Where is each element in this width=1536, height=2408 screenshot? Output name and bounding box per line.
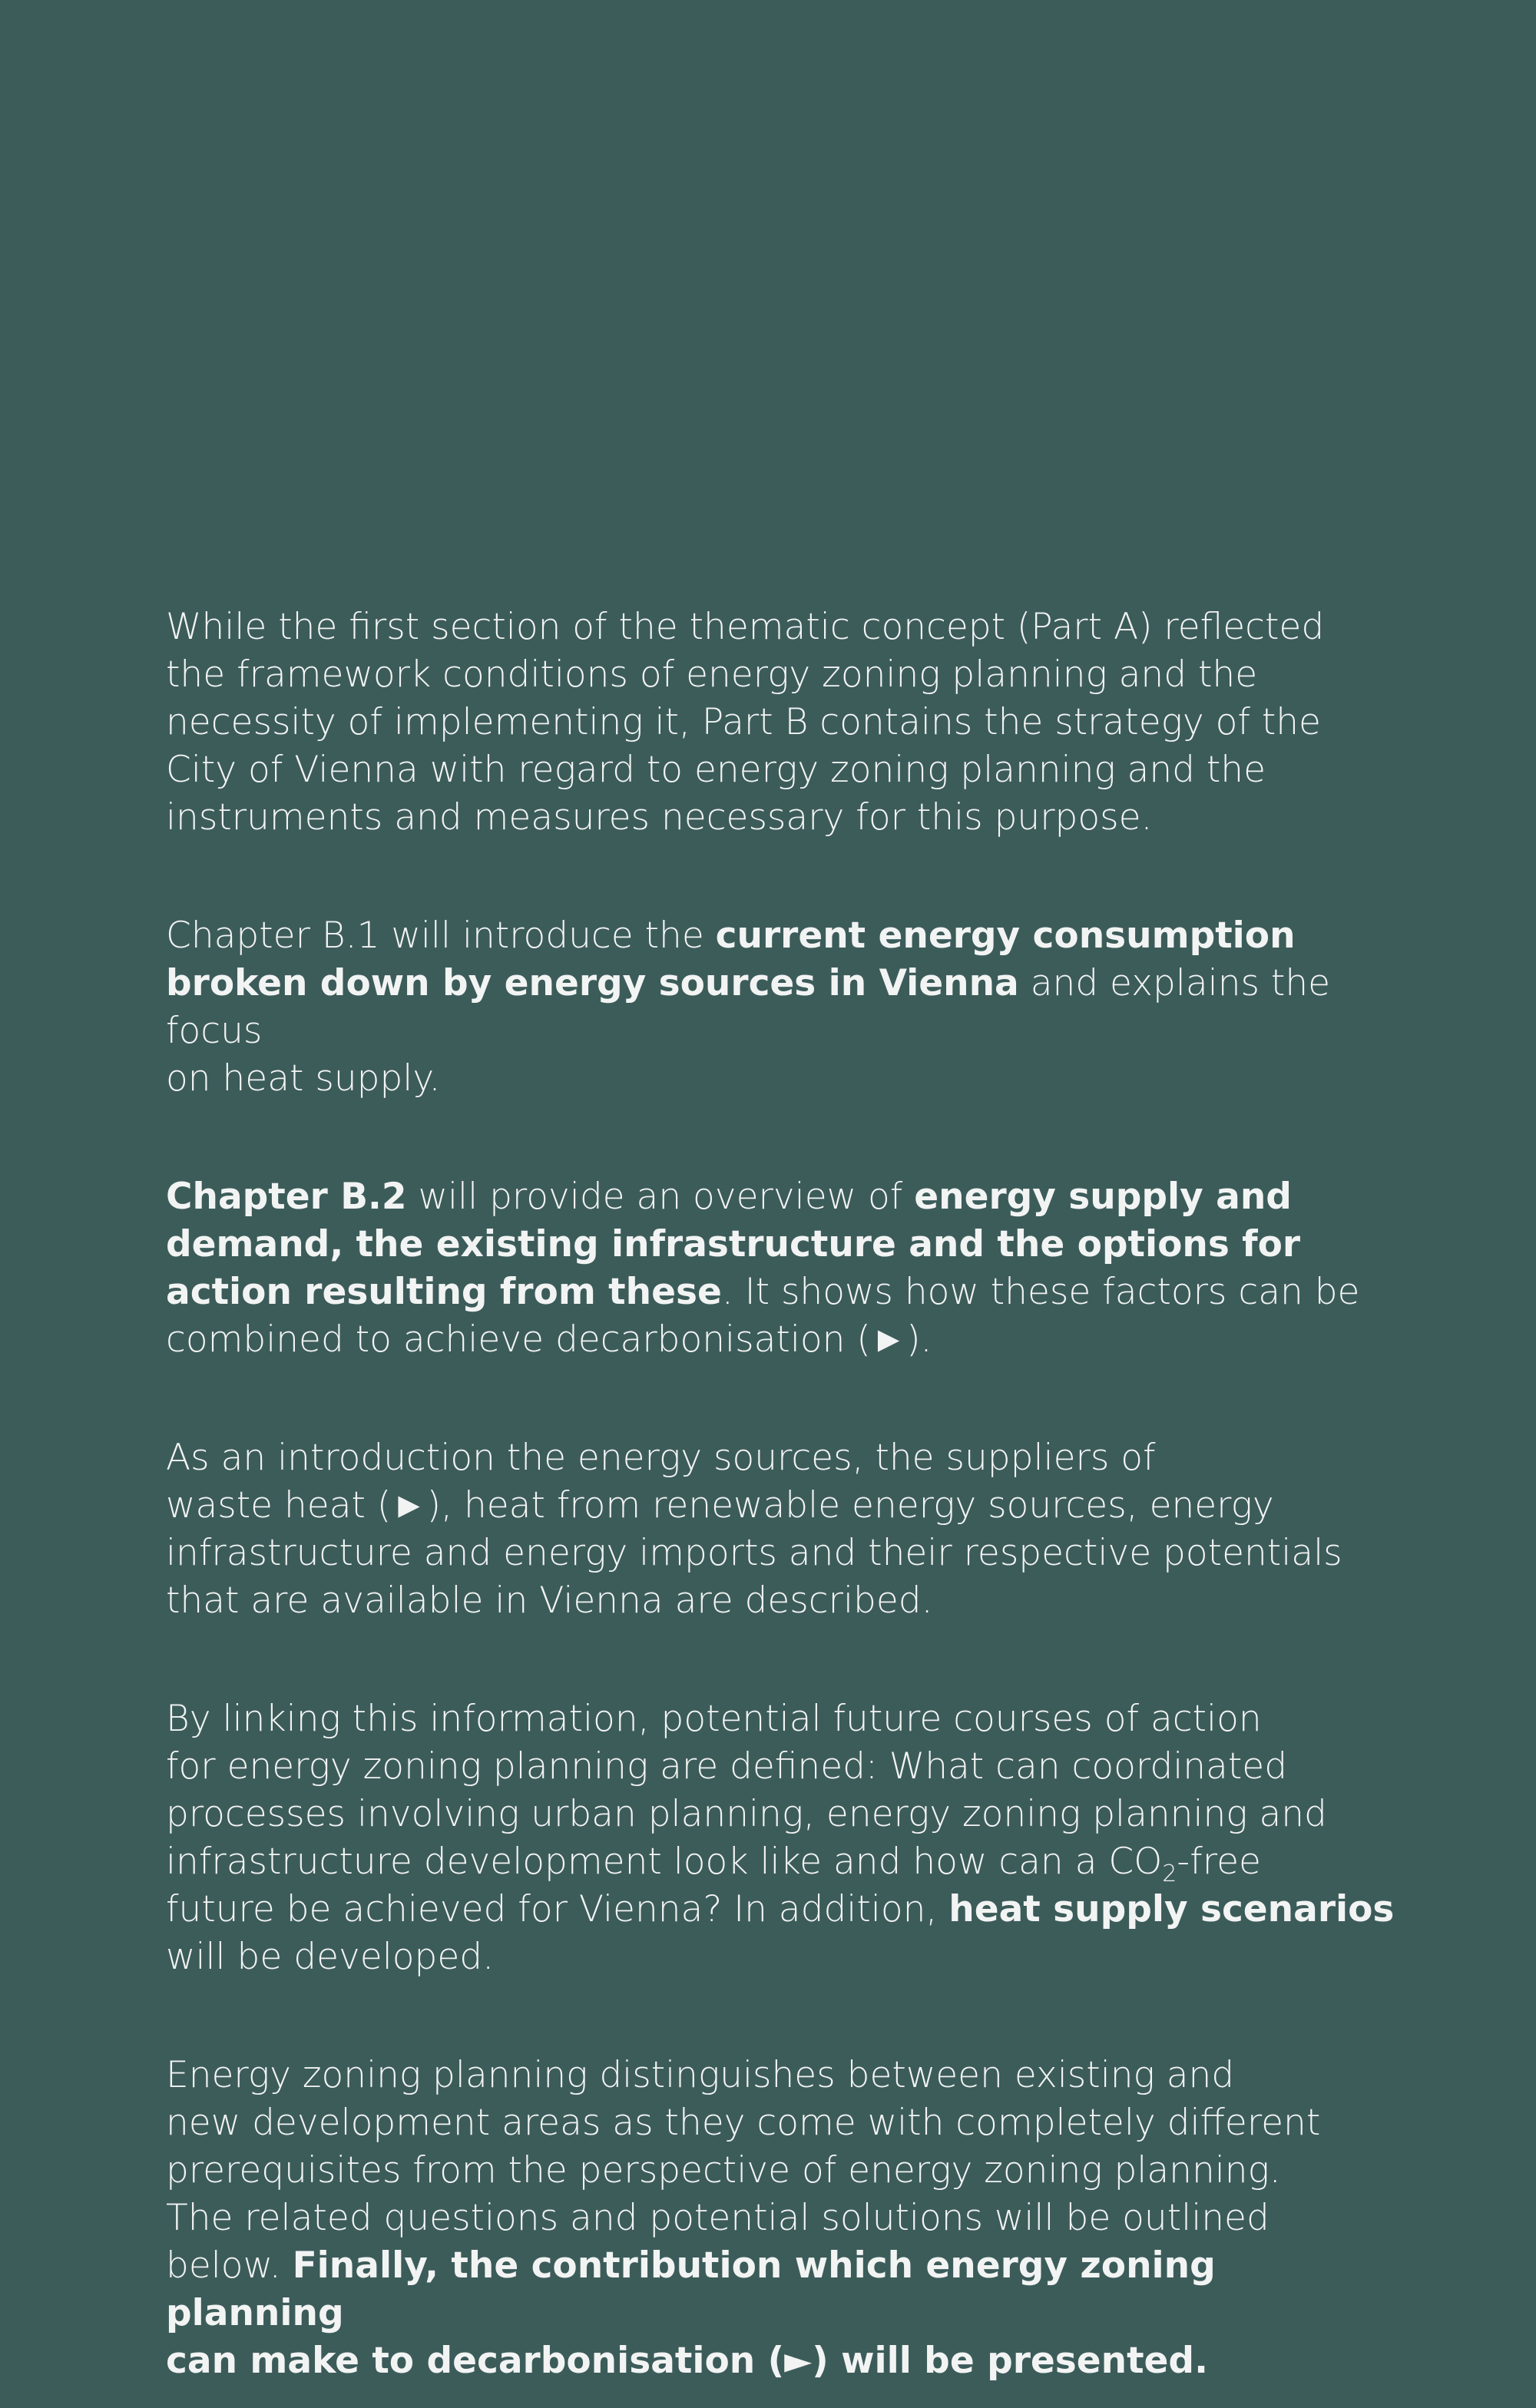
emphasis-text: current energy consumption broken down by energy sources in Vienna [166,915,1296,1004]
text-run: . It shows how these factors can be combined to achieve decarbonisation (►). [166,1271,1360,1361]
text-run: Energy zoning planning distinguishes between existing and new development areas as they come with completely different prerequisites from the perspective of energy zoning planning. The related questions and potential solutions will be outlined below. [166,2054,1321,2287]
paragraph-development-areas [166,2004,1402,2385]
text-run: -free future be achieved for Vienna? In addition, [166,1841,1261,1930]
paragraph-linking-information [166,1648,1402,1981]
text-run: will provide an overview of [406,1176,915,1218]
text-run: and explains the focus on heat supply. [166,962,1331,1100]
text-run: will be developed. [166,1936,495,1978]
paragraph-chapter-b2 [166,1126,1402,1364]
emphasis-text: heat supply scenarios [948,1888,1395,1930]
emphasis-text: energy supply and demand, the existing infrastructure and the options for action resulting from these [166,1176,1301,1313]
text-run: As an introduction the energy sources, the suppliers of waste heat (►), heat from renewable energy sources, energy infrastructure and energy imports and their respective potentials that are available in Vienna are described. [166,1437,1342,1622]
text-run: Chapter B.1 will introduce the [166,915,716,957]
paragraph-energy-sources [166,1387,1402,1625]
text-run: By linking this information, potential future courses of action for energy zoning planning are defined: What can coordinated processes involving urban planning, energy zoning planning and infrastructure development look like and how can a CO [166,1698,1327,1883]
text-run: While the first section of the thematic concept (Part A) reflected the framework conditions of energy zoning planning and the necessity of implementing it, Part B contains the strategy of the City of Vienna with regard to energy zoning planning and the instruments and measures necessary for this purpose. [166,606,1325,838]
subscript-text: 2 [1162,1861,1177,1887]
paragraph-chapter-b1 [166,865,1402,1103]
body-text [166,556,1402,2408]
emphasis-text: Chapter B.2 [166,1176,407,1218]
emphasis-text: Finally, the contribution which energy zoning planning can make to decarbonisation (►) will be presented. [166,2244,1216,2382]
paragraph-intro [166,556,1402,842]
